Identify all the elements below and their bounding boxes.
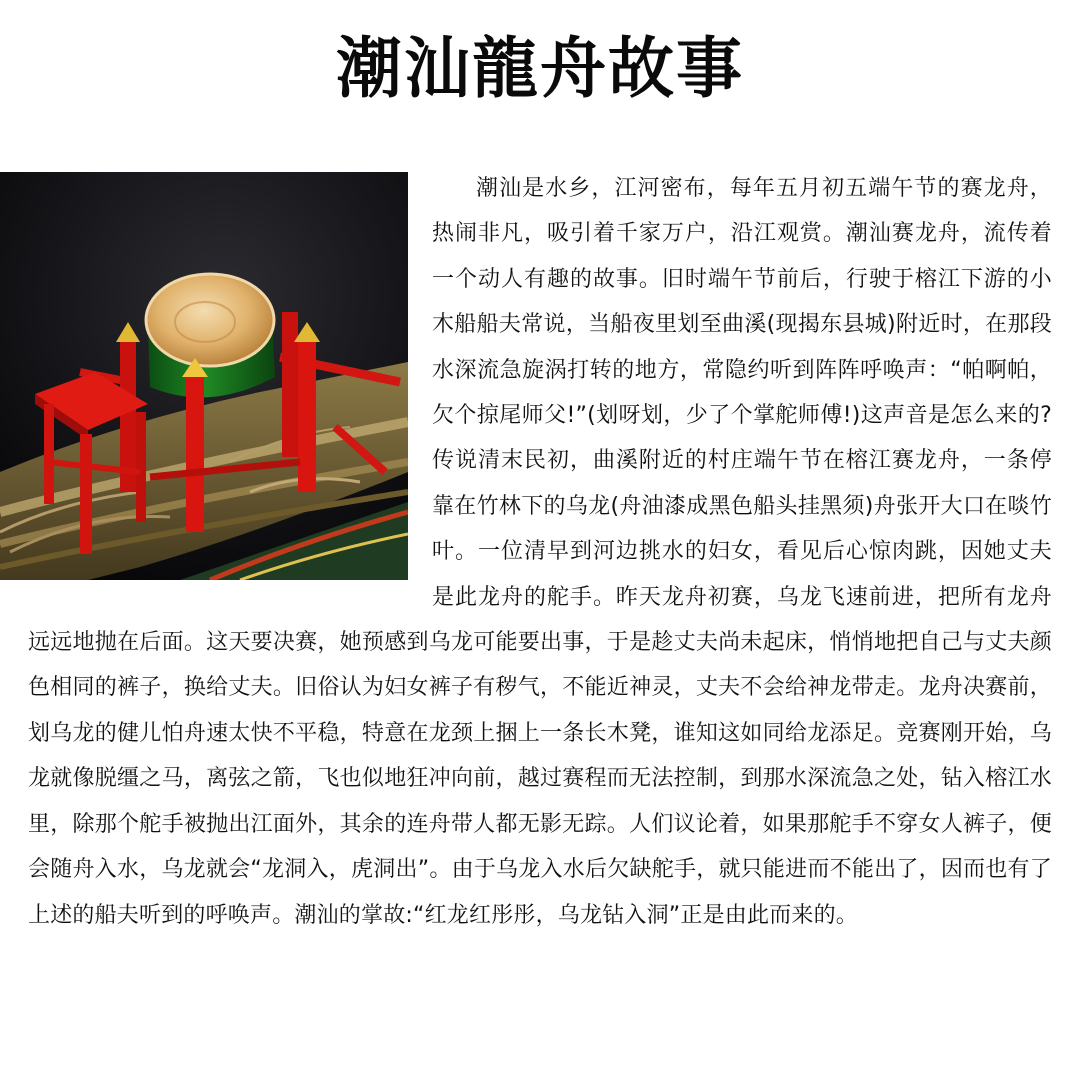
article-body: 潮汕是水乡，江河密布，每年五月初五端午节的赛龙舟，热闹非凡，吸引着千家万户，沿江观赏。潮汕赛龙舟，流传着一个动人有趣的故事。旧时端午节前后，行驶于榕江下游的小木船船夫常说，当船夜里划至曲溪(现揭东县城)附近时，在那段水深流急旋涡打转的地方，常隐约听到阵阵呼唤声：“帕啊帕，欠个掠尾师父!”(划呀划，少了个掌舵师傅!)这声音是怎么来的?传说清末民初，曲溪附近的村庄端午节在榕江赛龙舟，一条停靠在竹林下的乌龙(舟油漆成黑色船头挂黑须)舟张开大口在啖竹叶。一位清早到河边挑水的妇女，看见后心惊肉跳，因她丈夫是此龙舟的舵手。昨天龙舟初赛，乌龙飞速前进，把所有龙舟远远地抛在后面。这天要决赛，她预感到乌龙可能要出事，于是趁丈夫尚未起床，悄悄地把自己与丈夫颜色相同的裤子，换给丈夫。旧俗认为妇女裤子有秽气，不能近神灵，丈夫不会给神龙带走。龙舟决赛前，划乌龙的健儿怕舟速太快不平稳，特意在龙颈上捆上一条长木凳，谁知这如同给龙添足。竞赛刚开始，乌龙就像脱缰之马，离弦之箭，飞也似地狂冲向前，越过赛程而无法控制，到那水深流急之处，钻入榕江水里，除那个舵手被抛出江面外，其余的连舟带人都无影无踪。人们议论着，如果那舵手不穿女人裤子，便会随舟入水，乌龙就会“龙洞入，虎洞出”。由于乌龙入水后欠缺舵手，就只能进而不能出了，因而也有了上述的船夫听到的呼唤声。潮汕的掌故:“红龙红彤彤，乌龙钻入洞”正是由此而来的。 — [28, 176, 1052, 928]
page-title: 潮汕龍舟故事 — [336, 29, 744, 107]
article — [28, 166, 1052, 938]
dragon-boat-drum-photo — [0, 172, 408, 580]
